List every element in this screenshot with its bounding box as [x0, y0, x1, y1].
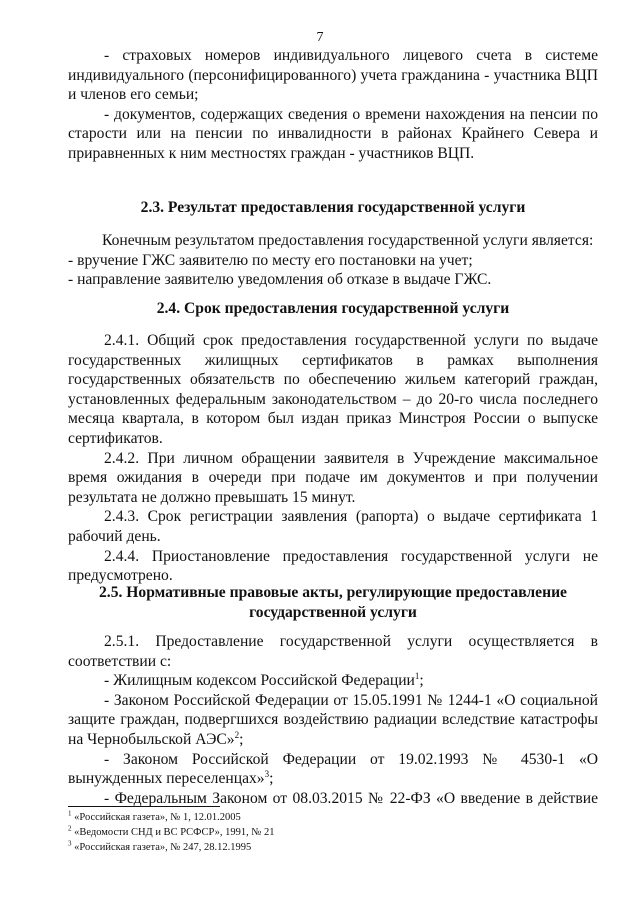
paragraph: 2.4.2. При личном обращении заявителя в Учреждение максимальное время ожидания в очереди при подаче им документов и при получении результата не должно превышать 15 минут. [68, 449, 598, 506]
section-2-3-body [68, 231, 598, 290]
section-2-5-body [68, 632, 598, 808]
item-text: - Жилищным кодексом Российской Федерации [104, 672, 415, 690]
heading-line: государственной услуги [249, 603, 417, 621]
item-text: - Законом Российской Федерации от 19.02.1993 № 4530-1 «О вынужденных переселенцах» [68, 750, 598, 788]
section-2-4-body [68, 331, 598, 586]
footnote-mark: 3 [68, 839, 72, 848]
footnote-ref: 1 [414, 671, 420, 681]
paragraph: 2.4.1. Общий срок предоставления государственной услуги по выдаче государственных жилищных сертификатов в рамках выполнения государственных обязательств по обеспечению жильем категорий граждан, установленных федеральным законодательством – до 20-го числа последнего месяца квартала, в котором был издан приказ Минстроя России о выпуске сертификатов. [68, 332, 598, 447]
item-end: ; [269, 770, 274, 788]
footnote-text: «Ведомости СНД и ВС РСФСР», 1991, № 21 [71, 827, 275, 838]
heading-line: 2.5. Нормативные правовые акты, регулирующие предоставление [99, 584, 567, 601]
item-text: - Законом Российской Федерации от 15.05.1991 № 1244-1 «О социальной защите граждан, подвергшихся воздействию радиации вследствие катастрофы на Чернобыльской АЭС» [68, 691, 598, 748]
footnote-ref: 3 [264, 768, 270, 779]
top-list [68, 46, 598, 164]
footnote-text: «Российская газета», № 1, 12.01.2005 [71, 812, 241, 823]
section-heading-2-4: 2.4. Срок предоставления государственной услуги [156, 300, 510, 317]
section-heading-2-3: 2.3. Результат предоставления государственной услуги [140, 199, 526, 216]
list-item [68, 671, 598, 691]
page-number: 7 [316, 30, 324, 45]
list-item: - Федеральным Законом от 08.03.2015 № 22-ФЗ «О введение в действие [104, 789, 598, 807]
footnote [68, 826, 274, 839]
footnote-divider [68, 806, 220, 807]
list-item: - направление заявителю уведомления об отказе в выдаче ГЖС. [68, 271, 492, 289]
list-item: - страховых номеров индивидуального лицевого счета в системе индивидуального (персонифицированного) учета гражданина - участника ВЦП и членов его семьи; [68, 47, 598, 104]
paragraph: Конечным результатом предоставления государственной услуги является: [102, 232, 594, 249]
item-end: ; [419, 672, 424, 690]
list-item [68, 691, 598, 750]
footnote-mark: 1 [68, 809, 72, 818]
footnote-mark: 2 [68, 824, 72, 833]
list-item: - вручение ГЖС заявителю по месту его постановки на учет; [68, 251, 473, 269]
footnote [68, 811, 241, 824]
list-item: - документов, содержащих сведения о времени нахождения на пенсии по старости или на пенсии по инвалидности в районах Крайнего Севера и приравненных к ним местностях граждан - участников ВЦП. [68, 105, 598, 162]
section-heading-2-5 [68, 583, 598, 622]
paragraph: 2.4.3. Срок регистрации заявления (рапорта) о выдаче сертификата 1 рабочий день. [68, 508, 598, 545]
paragraph: 2.5.1. Предоставление государственной услуги осуществляется в соответствии с: [68, 633, 598, 670]
footnote-text: «Российская газета», № 247, 28.12.1995 [71, 842, 252, 853]
footnote [68, 841, 251, 854]
paragraph: 2.4.4. Приостановление предоставления государственной услуги не предусмотрено. [68, 547, 598, 585]
list-item [68, 750, 598, 789]
footnote-ref: 2 [234, 729, 240, 740]
item-end: ; [239, 730, 244, 748]
